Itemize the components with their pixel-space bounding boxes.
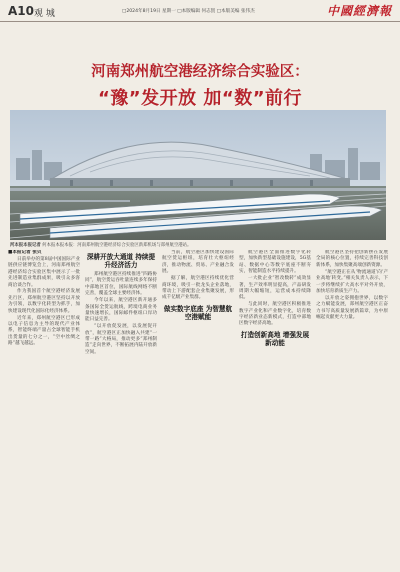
paragraph: 与此同时，航空港区积极推进数字产业化和产业数字化，培育数字经济新业态新模式，打造中部地区数字经济高地。: [239, 302, 311, 327]
paragraph: 日前举办的第8届中国国际产业链供应链博览会上，河南郑州航空港经济综合实验区集中展示了一批先进制造业集群成果，吸引众多客商洽谈合作。: [8, 256, 80, 288]
byline: ■本报记者 张贝: [8, 250, 42, 255]
subheading: 做实数字底座 为智慧航空港赋能: [163, 304, 233, 321]
paragraph: 近年来，郑州航空港区已形成以电子信息为主导的现代产业体系，智能终端产量占全球智能手机出货量的七分之一，“空中丝绸之路”越飞越远。: [8, 315, 80, 347]
paragraph: “航空港正在从‘物流通道’向‘产业高地’转变。”相关负责人表示，下一步将继续扩大高水平对外开放，加快培育新质生产力。: [316, 269, 388, 294]
article-column-3: [162, 250, 234, 568]
caption-label: 河本报本报记者: [10, 243, 41, 248]
paragraph: 今年以来，航空港区新开通多条国际全货运航线，跨境电商业务量快速增长，国际邮件枢纽口岸功能日益完善。: [85, 298, 157, 323]
headline: 河南郑州航空港经济综合实验区：: [91, 64, 309, 80]
dateline: □2024年8月19日 星期一 □本版编辑 何志賀 □本版美编 张伟杰: [122, 9, 255, 14]
airport-train-station-illustration: [10, 110, 386, 240]
paragraph: “以开放促发展，以发展促开放”，航空港区正加快融入共建“一带一路”大格局，推动更多“郑州制造”走向世界，不断拓展内陆开放新空间。: [85, 324, 157, 355]
article-column-4: [239, 250, 311, 568]
article-column-2: [85, 250, 157, 568]
news-photo: [10, 110, 386, 240]
paragraph: 一大批企业“智改数转”成效显著，生产效率明显提高，产品研发周期大幅缩短，运营成本持续降低。: [239, 276, 311, 301]
photo-caption: [10, 242, 386, 248]
paragraph: 以开放之姿拥抱世界，以数字之力赋能发展，郑州航空港区正奋力书写高质量发展新篇章，为中原崛起贡献更大力量。: [316, 295, 388, 321]
paragraph: 航空港区坚持把创新摆在发展全局的核心位置，持续完善科技创新体系，加快集聚高端创新资源。: [316, 250, 388, 268]
subheading: 深耕开放大通道 持续提升经济活力: [86, 253, 156, 269]
paragraph: 当前，航空港区加快建设国际航空货运枢纽，培育壮大枢纽经济，推动物流、贸易、产业融合发展。: [162, 250, 234, 275]
article-column-5: [316, 250, 388, 568]
masthead-logo: 中國經濟報: [326, 4, 392, 18]
subhead: “豫”发开放 加“数”前行: [97, 88, 303, 109]
paragraph: 作为我国首个航空港经济发展先行区，郑州航空港区坚持以开放为引领，以数字化转型为抓手，加快建设现代化国际化经济体系。: [8, 289, 80, 314]
paragraph: 郑州航空港区持续推进“四路协同”，航空货运吞吐量连续多年保持中部地区首位，国际航线网络不断完善，覆盖全球主要经济体。: [85, 272, 157, 297]
page-number: A10: [8, 4, 34, 18]
section-name: 观 城: [34, 9, 55, 19]
page-header: [0, 0, 400, 22]
subheading: 打造创新高地 增强发展新动能: [240, 330, 310, 347]
paragraph: 据了解，航空港区持续优化营商环境，吸引一批龙头企业落地，带动上下游配套企业集聚发展，形成千亿级产业集群。: [162, 276, 234, 301]
caption-text: 何本报本报本报：河南郑州航空港经济综合实验区新郑机场与郑州航空港站。: [42, 243, 192, 248]
paragraph: 航空港区全面推进数字化转型，加快新型基础设施建设，5G基站、数据中心等数字底座不断夯实，智能制造水平持续提升。: [239, 250, 311, 275]
article-column-1: [8, 250, 80, 568]
